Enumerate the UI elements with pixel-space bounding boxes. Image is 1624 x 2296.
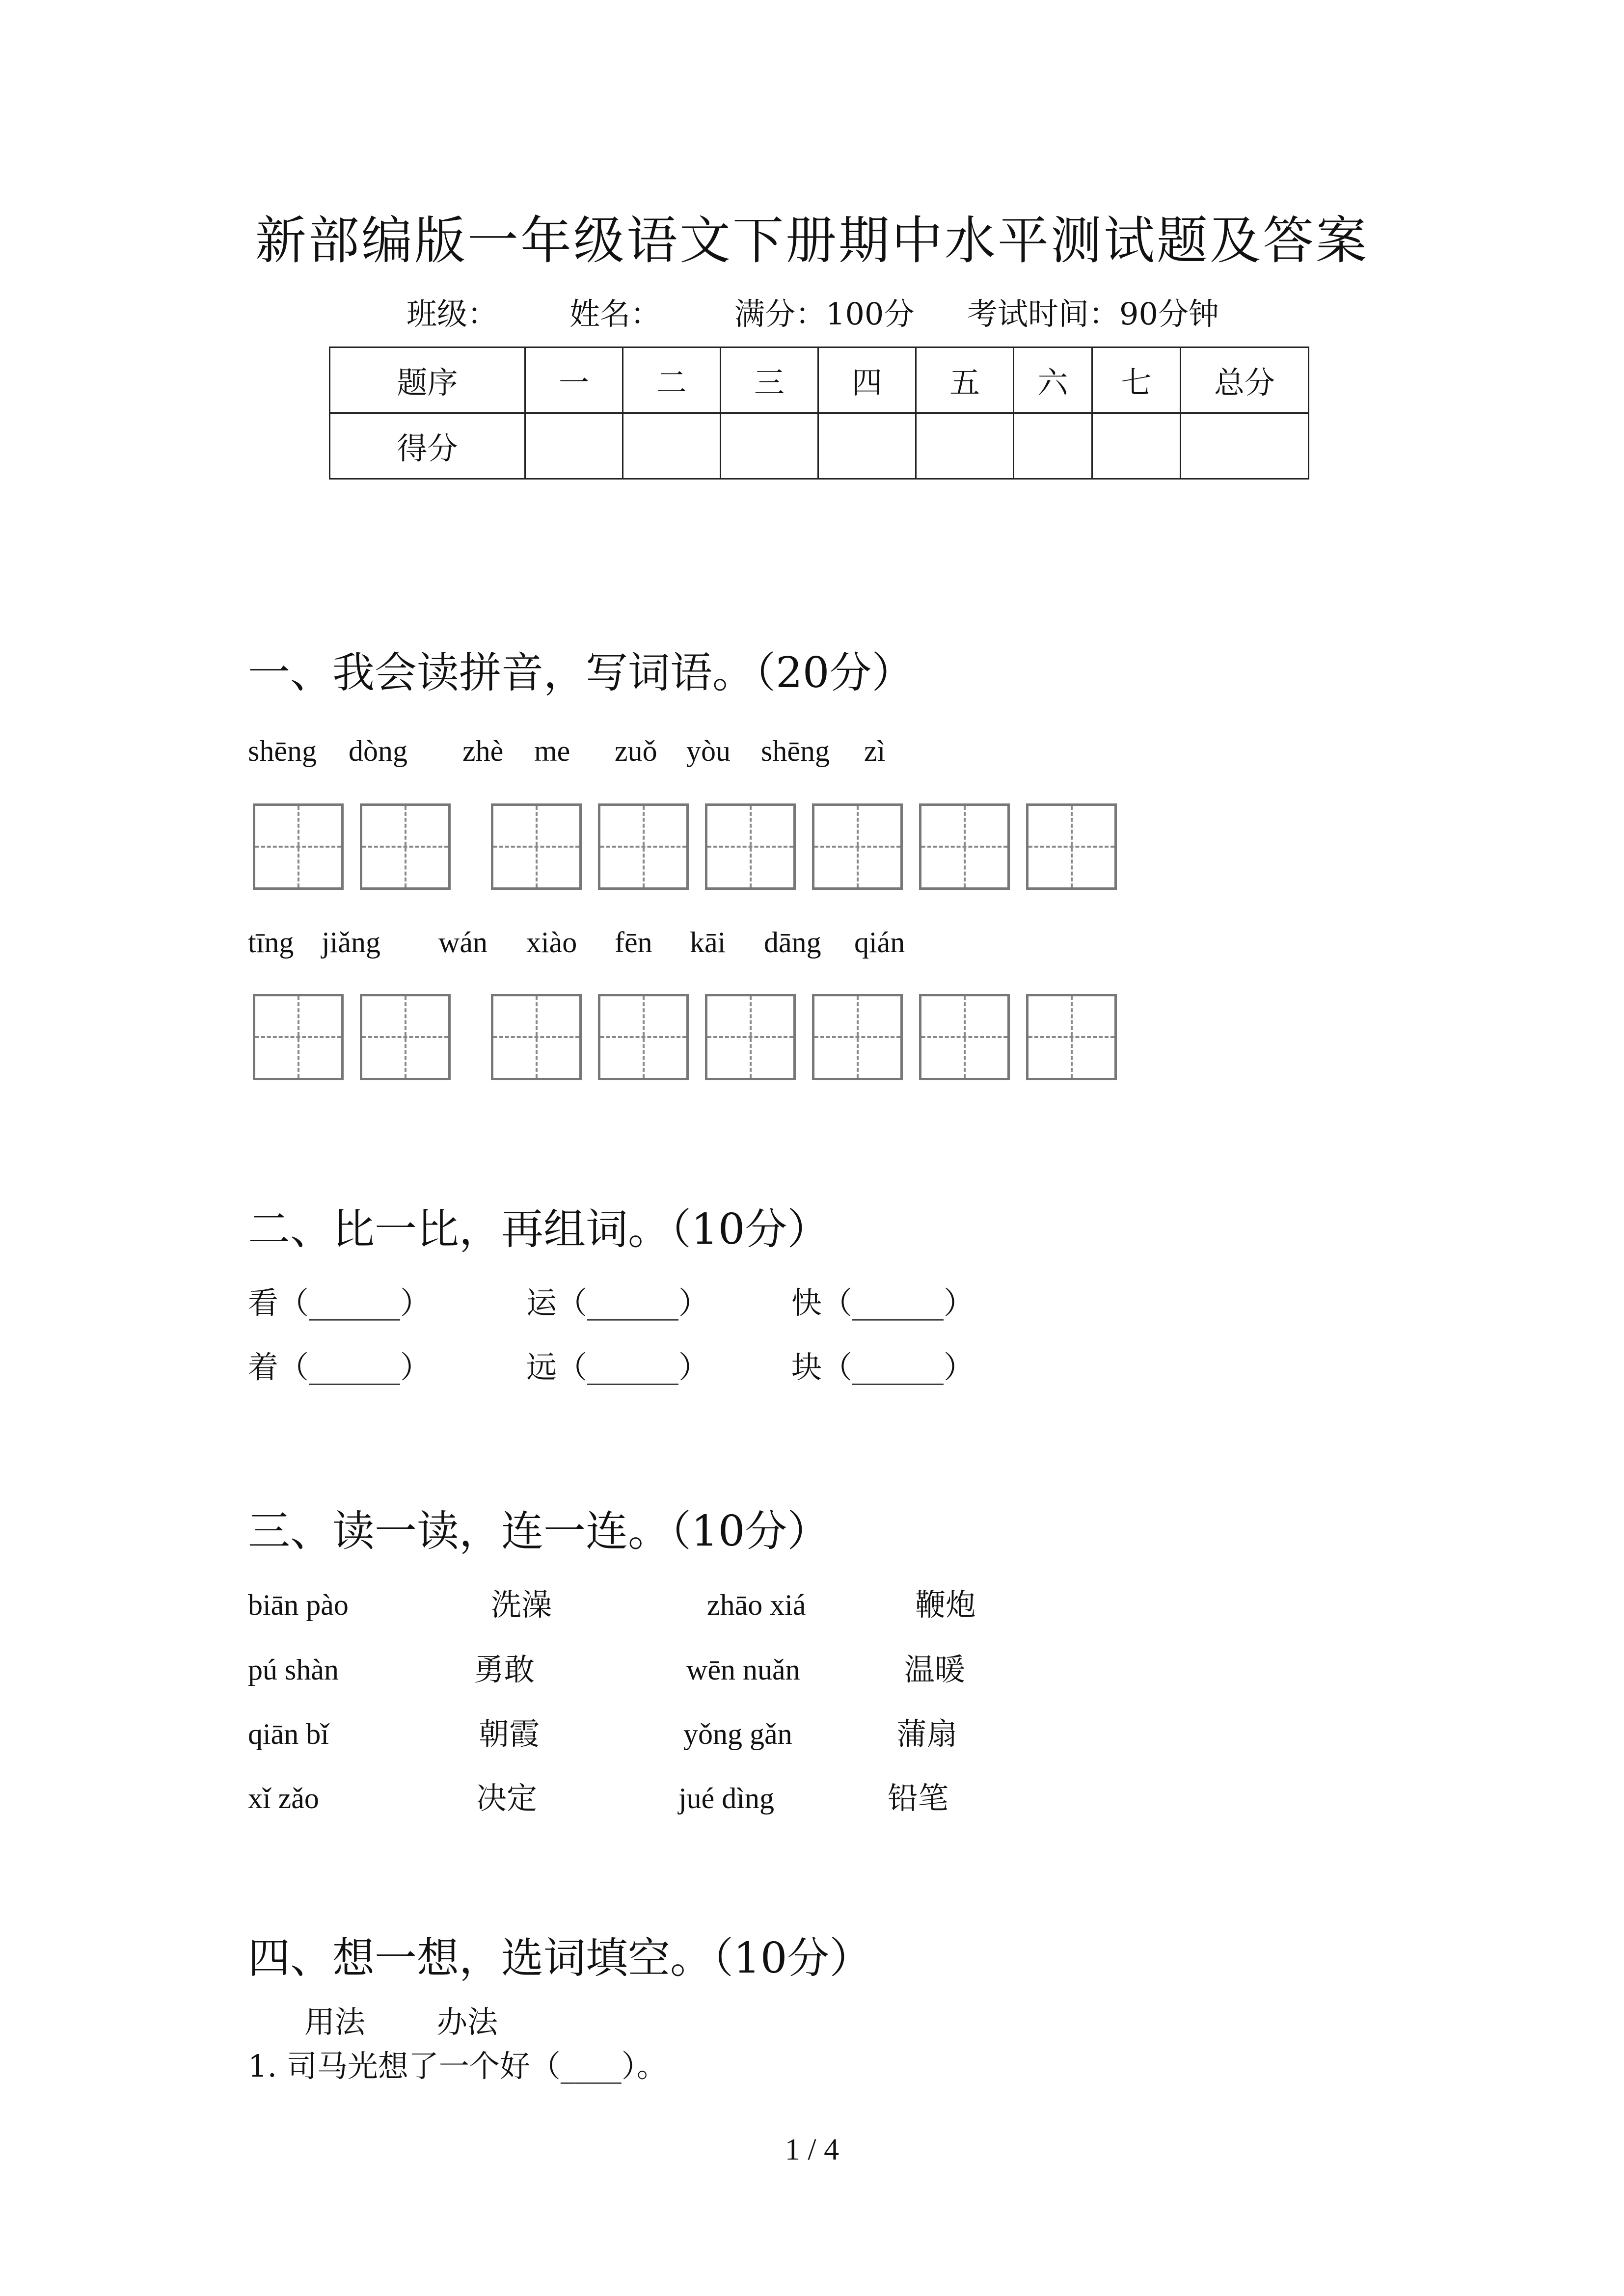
score-table (329, 347, 1309, 480)
word-blank[interactable]: 着（______） (248, 1349, 431, 1385)
table-cell: 三 (721, 347, 818, 413)
word-blank[interactable]: 快（______） (791, 1285, 974, 1321)
page-number: 1 / 4 (785, 2133, 839, 2166)
writing-box[interactable] (360, 994, 451, 1080)
match-word[interactable]: 鞭炮 (915, 1587, 976, 1623)
writing-box[interactable] (253, 803, 344, 890)
match-pinyin[interactable]: jué dìng (678, 1782, 774, 1815)
match-word[interactable]: 决定 (476, 1780, 538, 1816)
word-blank[interactable]: 运（______） (526, 1285, 709, 1321)
table-cell: 七 (1092, 347, 1181, 413)
pinyin: zì (864, 735, 886, 767)
word-blank[interactable]: 看（______） (248, 1285, 431, 1321)
table-cell: 一 (525, 347, 623, 413)
pinyin: wán (438, 926, 487, 959)
pinyin: dòng (349, 735, 407, 767)
word-blank[interactable]: 块（______） (791, 1349, 974, 1385)
writing-box[interactable] (491, 803, 582, 890)
score-input-cell[interactable] (721, 413, 818, 479)
section4-heading: 四、想一想，选词填空。（10分） (248, 1934, 872, 1983)
score-table-header-row (330, 347, 1309, 413)
score-input-cell[interactable] (1014, 413, 1092, 479)
match-word[interactable]: 朝霞 (479, 1716, 540, 1752)
table-cell: 题序 (330, 347, 525, 413)
question-1[interactable]: 1. 司马光想了一个好（____）。 (248, 2048, 667, 2084)
section1-heading: 一、我会读拼音，写词语。（20分） (248, 648, 914, 697)
page-title: 新部编版一年级语文下册期中水平测试题及答案 (255, 211, 1369, 270)
writing-box[interactable] (598, 994, 689, 1080)
writing-box[interactable] (705, 803, 796, 890)
table-cell: 总分 (1181, 347, 1309, 413)
pinyin: shēng (248, 735, 317, 767)
pinyin: zuǒ (615, 735, 657, 767)
score-input-cell[interactable] (525, 413, 623, 479)
match-word[interactable]: 蒲扇 (896, 1716, 958, 1752)
score-input-cell[interactable] (623, 413, 721, 479)
pinyin: shēng (761, 735, 830, 767)
match-pinyin[interactable]: yǒng gǎn (683, 1718, 792, 1750)
pinyin: me (534, 735, 570, 767)
table-cell: 二 (623, 347, 721, 413)
match-word[interactable]: 温暖 (904, 1652, 966, 1687)
score-input-cell[interactable] (1181, 413, 1309, 479)
score-input-cell[interactable] (1092, 413, 1181, 479)
match-pinyin[interactable]: wēn nuǎn (686, 1654, 800, 1686)
class-label: 班级： (406, 296, 498, 332)
writing-box[interactable] (1026, 803, 1117, 890)
match-pinyin[interactable]: biān pào (248, 1589, 349, 1621)
pinyin: dāng (764, 926, 821, 959)
match-word[interactable]: 铅笔 (888, 1780, 949, 1816)
writing-box[interactable] (705, 994, 796, 1080)
pinyin: kāi (690, 926, 726, 959)
exam-time: 考试时间：90分钟 (967, 296, 1219, 332)
word-option: 办法 (437, 2004, 498, 2040)
word-option: 用法 (304, 2004, 366, 2040)
score-table-score-row (330, 413, 1309, 479)
pinyin: xiào (526, 926, 577, 959)
writing-box[interactable] (598, 803, 689, 890)
writing-box[interactable] (253, 994, 344, 1080)
match-word[interactable]: 勇敢 (474, 1652, 535, 1687)
score-input-cell[interactable] (916, 413, 1014, 479)
pinyin: tīng (248, 926, 294, 959)
score-input-cell[interactable] (818, 413, 916, 479)
section2-heading: 二、比一比，再组词。（10分） (248, 1205, 830, 1254)
pinyin: zhè (462, 735, 504, 767)
match-pinyin[interactable]: pú shàn (248, 1654, 339, 1686)
match-pinyin[interactable]: qiān bǐ (248, 1718, 329, 1750)
match-pinyin[interactable]: zhāo xiá (707, 1589, 806, 1621)
pinyin: qián (854, 926, 905, 959)
writing-box[interactable] (360, 803, 451, 890)
full-score: 满分：100分 (734, 296, 915, 332)
match-pinyin[interactable]: xǐ zǎo (248, 1782, 319, 1815)
table-cell: 五 (916, 347, 1014, 413)
pinyin: jiǎng (322, 926, 380, 959)
writing-box[interactable] (812, 803, 903, 890)
match-word[interactable]: 洗澡 (491, 1587, 552, 1623)
pinyin: fēn (615, 926, 652, 959)
name-label: 姓名： (569, 296, 661, 332)
pinyin: yòu (686, 735, 731, 767)
table-cell: 得分 (330, 413, 525, 479)
table-cell: 六 (1014, 347, 1092, 413)
section3-heading: 三、读一读，连一连。（10分） (248, 1507, 830, 1556)
writing-box[interactable] (491, 994, 582, 1080)
table-cell: 四 (818, 347, 916, 413)
word-blank[interactable]: 远（______） (526, 1349, 709, 1385)
writing-box[interactable] (919, 994, 1010, 1080)
writing-box[interactable] (1026, 994, 1117, 1080)
writing-box[interactable] (812, 994, 903, 1080)
writing-box[interactable] (919, 803, 1010, 890)
